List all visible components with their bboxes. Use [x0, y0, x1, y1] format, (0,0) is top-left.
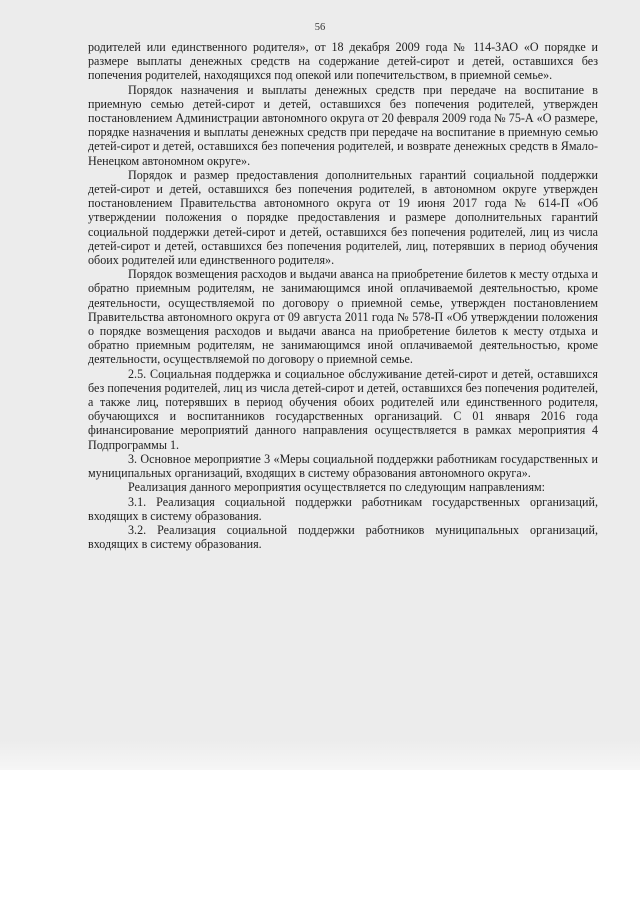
paragraph-item-3-1: 3.1. Реализация социальной поддержки работникам государственных организаций, входящих в систему образования.: [88, 494, 598, 523]
paragraph-main-activity-3: 3. Основное мероприятие 3 «Меры социальной поддержки работникам государственных и муниципальных организаций, входящих в систему образования автономного округа».: [88, 451, 598, 481]
paragraph-payment-procedure: Порядок назначения и выплаты денежных средств при передаче на воспитание в приемную семью детей-сирот и детей, оставшихся без попечения родителей, утвержден постановлением Администрации автономного округа от 20 февраля 2009 года № 75-А «О размере, порядке назначения и выплаты денежных средств при передаче на воспитание в приемную семью детей-сирот и детей, оставшихся без попечения родителей, и возврате денежных средств в Ямало-Ненецком автономном округе».: [88, 82, 598, 168]
paragraph-travel-reimbursement: Порядок возмещения расходов и выдачи аванса на приобретение билетов к месту отдыха и обратно приемным родителям, не занимающимся иной оплачиваемой деятельностью, кроме деятельности, осуществляемой по договору о приемной семье, утвержден постановлением Правительства автономного округа от 09 августа 2011 года № 578-П «Об утверждении положения о порядке возмещения расходов и выдачи аванса на приобретение билетов к месту отдыха и обратно приемным родителям, не занимающимся иной оплачиваемой деятельностью, кроме деятельности, осуществляемой по договору о приемной семье.: [88, 267, 598, 367]
paragraph-section-2-5: 2.5. Социальная поддержка и социальное обслуживание детей-сирот и детей, оставшихся без попечения родителей, лиц из числа детей-сирот и детей, оставшихся без попечения родителей, а также лиц, потерявших в период обучения обоих родителей или единственного родителя, обучающихся и воспитанников государственных организаций. С 01 января 2016 года финансирование мероприятий данного направления осуществляется в рамках мероприятия 4 Подпрограммы 1.: [88, 366, 598, 452]
paragraph-implementation-directions: Реализация данного мероприятия осуществляется по следующим направлениям:: [128, 480, 546, 495]
scan-edge: [0, 740, 640, 770]
page-number: 56: [314, 22, 326, 33]
document-body: [88, 40, 598, 551]
paragraph-item-3-2: 3.2. Реализация социальной поддержки работников муниципальных организаций, входящих в систему образования.: [88, 522, 598, 552]
paragraph-additional-guarantees: Порядок и размер предоставления дополнительных гарантий социальной поддержки детей-сирот и детей, оставшихся без попечения родителей, в автономном округе утвержден постановлением Правительства автономного округа от 19 июня 2017 года № 614-П «Об утверждении положения о порядке предоставления и размере дополнительных гарантий социальной поддержки детей-сирот и детей, оставшихся без попечения родителей, лиц из числа детей-сирот и детей, оставшихся без попечения родителей, лиц, потерявших в период обучения обоих родителей или единственного родителя».: [88, 167, 598, 268]
paragraph-continuation: родителей или единственного родителя», от 18 декабря 2009 года № 114-ЗАО «О порядке и размере выплаты денежных средств на содержание детей-сирот и детей, оставшихся без попечения родителей, находящихся под опекой или попечительством, в приемной семье».: [88, 40, 598, 83]
